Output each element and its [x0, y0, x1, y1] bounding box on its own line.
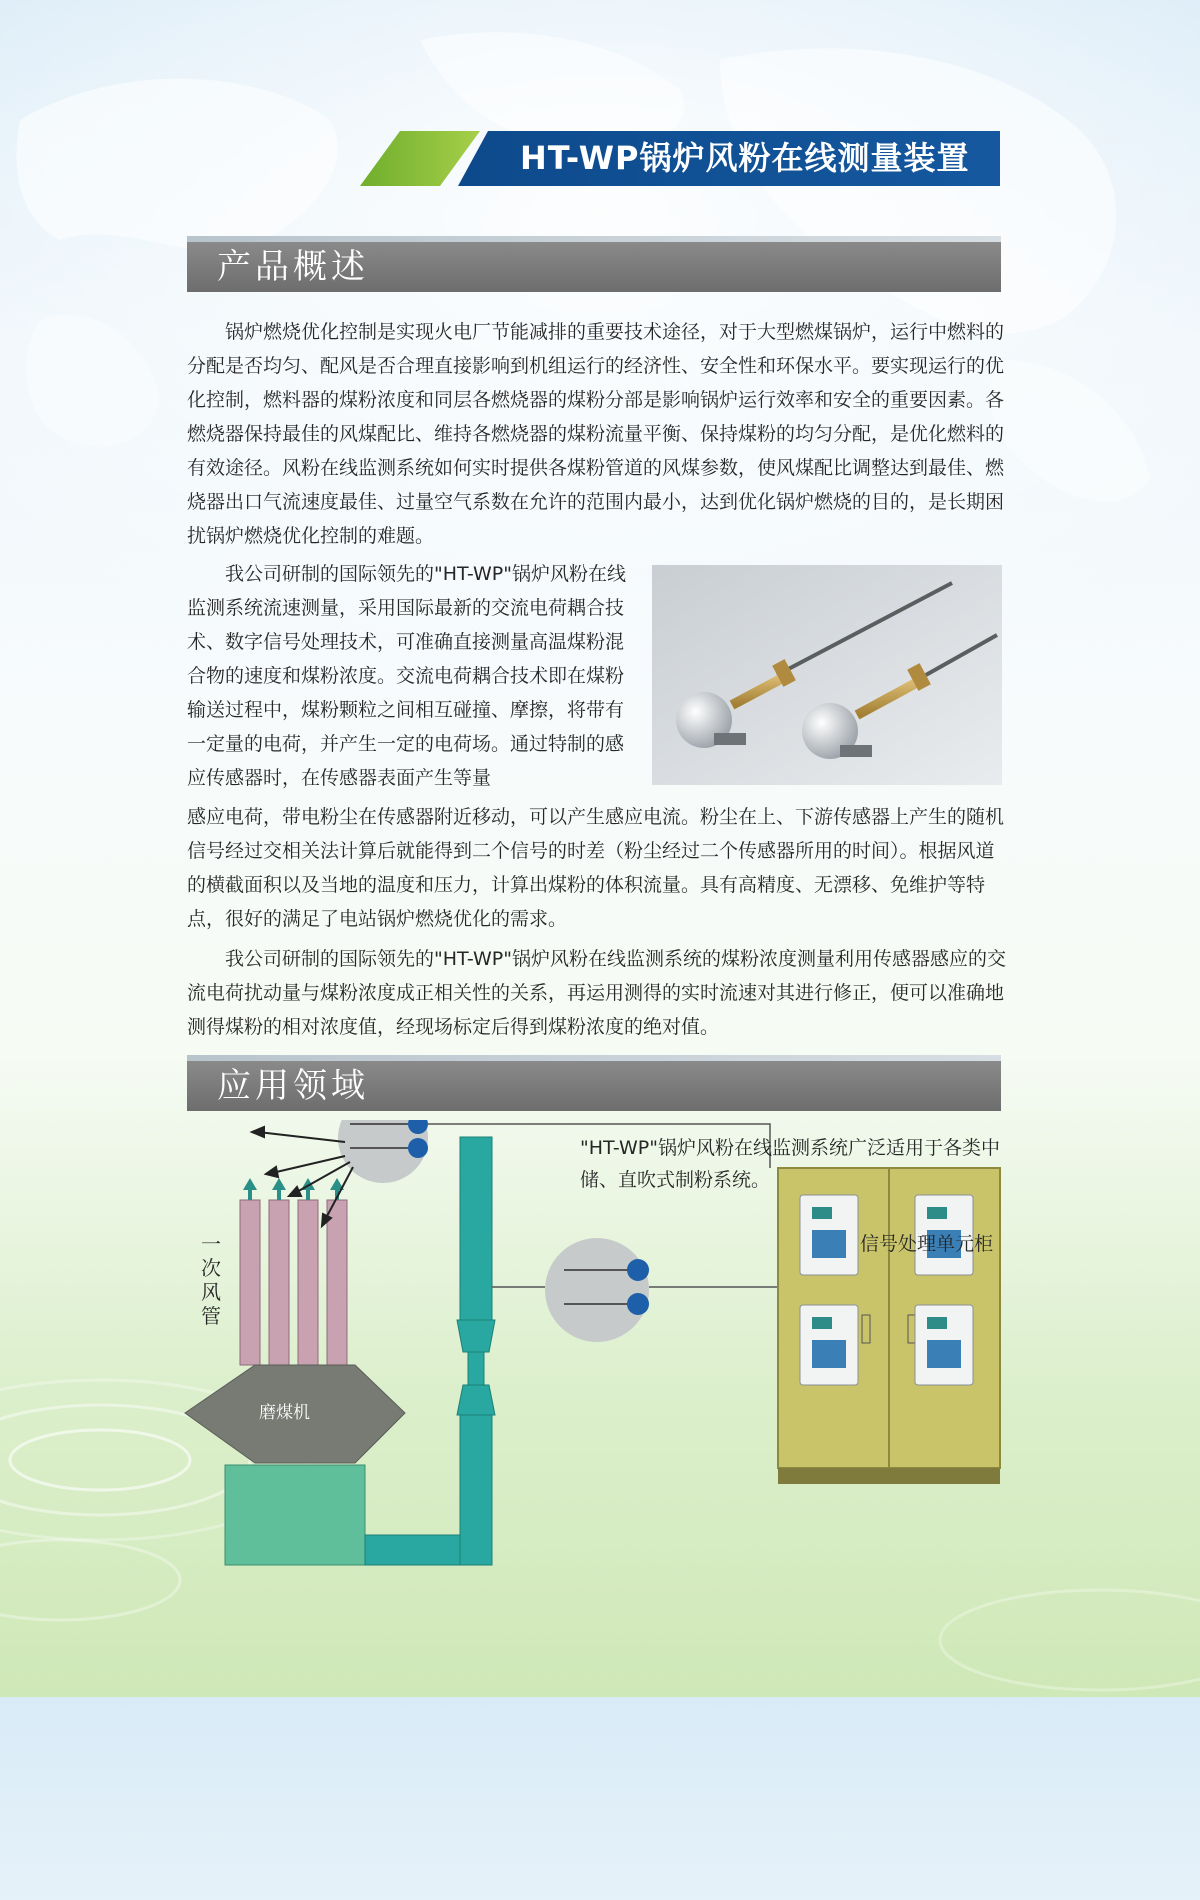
overview-paragraph-2-continued: 感应电荷，带电粉尘在传感器附近移动，可以产生感应电流。粉尘在上、下游传感器上产生的随机信号经过交相关法计算后就能得到二个信号的时差（粉尘经过二个传感器所用的时间）。根据风道的横截面积以及当地的温度和压力，计算出煤粉的体积流量。具有高精度、无漂移、免维护等特点，很好的满足了电站锅炉燃烧优化的需求。 [187, 806, 1005, 930]
overview-paragraph-2-wrapped: 我公司研制的国际领先的"HT-WP"锅炉风粉在线监测系统流速测量，采用国际最新的交流电荷耦合技术、数字信号处理技术，可准确直接测量高温煤粉混合物的速度和煤粉浓度。交流电荷耦合技术即在煤粉输送过程中，煤粉颗粒之间相互碰撞、摩擦，将带有一定量的电荷，并产生一定的电荷场。通过特制的感应传感器时，在传感器表面产生等量 [187, 563, 626, 789]
overview-paragraph-1: 锅炉燃烧优化控制是实现火电厂节能减排的重要技术途径，对于大型燃煤锅炉，运行中燃料的分配是否均匀、配风是否合理直接影响到机组运行的经济性、安全性和环保水平。要实现运行的优化控制，燃料器的煤粉浓度和同层各燃烧器的煤粉分部是影响锅炉运行效率和安全的重要因素。各燃烧器保持最佳的风煤配比、维持各燃烧器的煤粉流量平衡、保持煤粉的均匀分配，是优化燃料的有效途径。风粉在线监测系统如何实时提供各煤粉管道的风煤参数，使风煤配比调整达到最佳、燃烧器出口气流速度最佳、过量空气系数在允许的范围内最小，达到优化锅炉燃烧的目的，是长期困扰锅炉燃烧优化控制的难题。 [187, 321, 1005, 547]
sensor-callout-top [338, 1120, 428, 1183]
primary-air-ducts [240, 1200, 347, 1365]
cabinet-label: 信号处理单元柜 [860, 1233, 994, 1255]
section-title-overview: 产品概述 [217, 247, 369, 287]
page-title: HT-WP锅炉风粉在线测量装置 [520, 139, 970, 177]
primary-air-duct-label: 一次风管 [201, 1232, 221, 1328]
mill-base [225, 1465, 365, 1565]
coal-mill-label: 磨煤机 [259, 1403, 310, 1423]
overview-paragraph-3: 我公司研制的国际领先的"HT-WP"锅炉风粉在线监测系统的煤粉浓度测量利用传感器感应的交流电荷扰动量与煤粉浓度成正相关性的关系，再运用测得的实时流速对其进行修正，便可以准确地测得煤粉的相对浓度值，经现场标定后得到煤粉浓度的绝对值。 [187, 948, 1006, 1038]
sensor-product-photo [652, 565, 1002, 785]
application-description: "HT-WP"锅炉风粉在线监测系统广泛适用于各类中储、直吹式制粉系统。 [580, 1137, 1000, 1191]
sensor-callout-middle [545, 1238, 649, 1342]
section-header-application [187, 1061, 1001, 1111]
signal-processing-cabinet [778, 1168, 1000, 1484]
coal-pipe [365, 1137, 495, 1565]
section-title-application: 应用领域 [217, 1066, 369, 1106]
section-header-overview [187, 242, 1001, 292]
